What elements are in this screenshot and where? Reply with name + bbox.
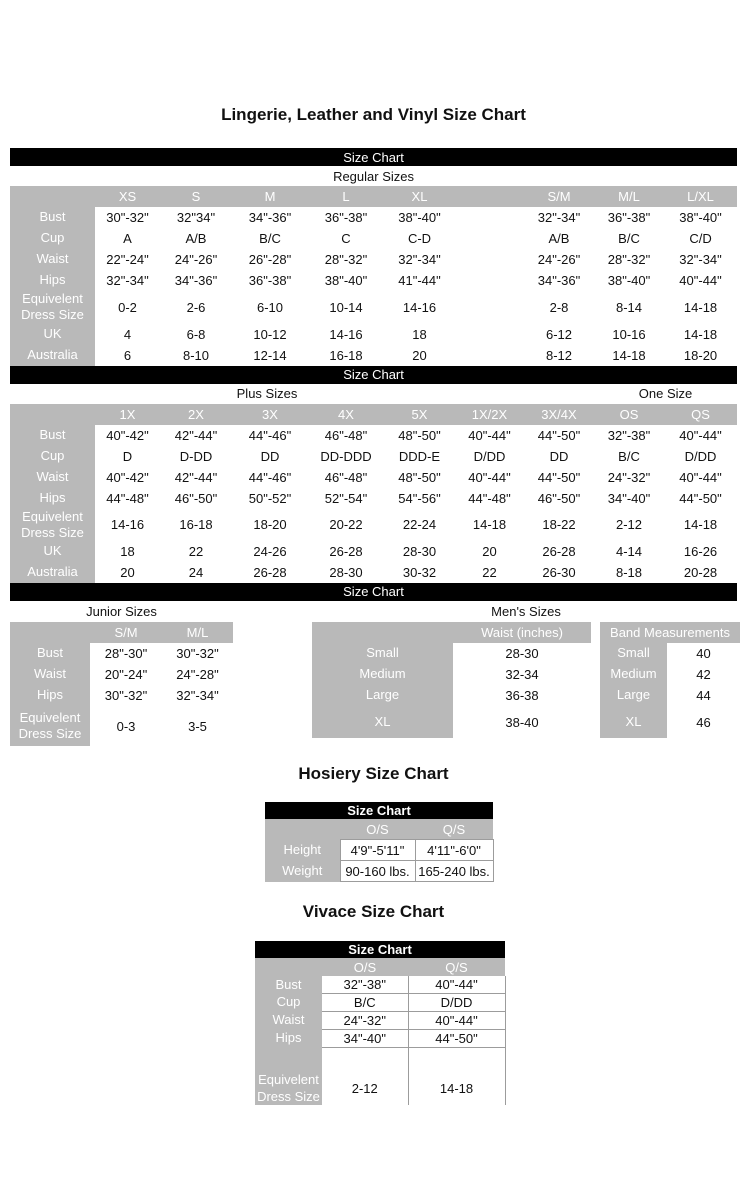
junior-sizes-block xyxy=(10,601,233,746)
table-row xyxy=(312,664,591,685)
data-cell: 38"-40" xyxy=(308,270,384,291)
table-row xyxy=(265,840,493,861)
data-cell: 46 xyxy=(667,706,740,738)
data-cell: 0-2 xyxy=(95,291,160,324)
data-cell: D/DD xyxy=(455,446,524,467)
size-chart-bar: Size Chart xyxy=(265,802,493,819)
data-cell: 34"-36" xyxy=(524,270,594,291)
data-cell: 34"-36" xyxy=(160,270,232,291)
table-row xyxy=(10,324,737,345)
data-cell: 32"-34" xyxy=(664,249,737,270)
data-cell: 4 xyxy=(95,324,160,345)
bar-row xyxy=(10,148,737,166)
table-row xyxy=(600,706,740,738)
column-header-row xyxy=(600,622,740,643)
row-label-cell: XL xyxy=(312,706,453,738)
table-row xyxy=(10,270,737,291)
regular-sizes-table xyxy=(10,148,737,366)
data-cell: B/C xyxy=(232,228,308,249)
bar-row xyxy=(265,802,493,819)
data-cell xyxy=(455,228,524,249)
row-label-cell: Australia xyxy=(10,345,95,366)
row-label-cell: Australia xyxy=(10,562,95,583)
data-cell: 41"-44" xyxy=(384,270,455,291)
row-label-cell: Medium xyxy=(312,664,453,685)
row-label-cell: Waist xyxy=(10,249,95,270)
data-cell: 16-18 xyxy=(308,345,384,366)
data-cell: DD-DDD xyxy=(308,446,384,467)
data-cell: 22-24 xyxy=(384,509,455,542)
bar-row xyxy=(10,366,737,384)
data-cell: 44"-46" xyxy=(232,467,308,488)
table-row xyxy=(600,685,740,706)
table-row xyxy=(10,467,737,488)
row-label-cell: Waist xyxy=(10,664,90,685)
table-row xyxy=(600,643,740,664)
data-cell: 26-28 xyxy=(232,562,308,583)
column-header-row xyxy=(10,622,233,643)
data-cell: 34"-40" xyxy=(594,488,664,509)
data-cell: 36-38 xyxy=(453,685,591,706)
row-label-cell: XL xyxy=(600,706,667,738)
data-cell: 44"-50" xyxy=(664,488,737,509)
row-label-cell: Medium xyxy=(600,664,667,685)
size-chart-bar: Size Chart xyxy=(255,941,505,958)
data-cell xyxy=(408,1048,505,1073)
row-label-cell: Small xyxy=(312,643,453,664)
data-cell: 42"-44" xyxy=(160,425,232,446)
row-label-cell: Small xyxy=(600,643,667,664)
data-cell: DD xyxy=(524,446,594,467)
data-cell: 32"34" xyxy=(160,207,232,228)
data-cell: 36"-38" xyxy=(308,207,384,228)
row-label-cell: Large xyxy=(312,685,453,706)
row-label-cell: Height xyxy=(265,840,340,861)
data-cell: B/C xyxy=(594,446,664,467)
data-cell: 24"-32" xyxy=(594,467,664,488)
data-cell: 40"-44" xyxy=(664,467,737,488)
data-cell: 26-28 xyxy=(524,541,594,562)
row-label-cell: Cup xyxy=(10,446,95,467)
data-cell: 24"-26" xyxy=(524,249,594,270)
data-cell: 8-12 xyxy=(524,345,594,366)
corner-cell xyxy=(10,622,90,643)
data-cell: 38-40 xyxy=(453,706,591,738)
data-cell: 22 xyxy=(455,562,524,583)
data-cell xyxy=(455,324,524,345)
row-label-cell: Equivelent Dress Size xyxy=(10,291,95,324)
corner-cell xyxy=(10,186,95,207)
data-cell: 14-18 xyxy=(594,345,664,366)
data-cell: A/B xyxy=(160,228,232,249)
corner-cell xyxy=(265,819,340,840)
data-cell: 12-14 xyxy=(232,345,308,366)
row-label-cell: Large xyxy=(600,685,667,706)
corner-cell xyxy=(312,622,453,643)
data-cell: 46"-48" xyxy=(308,467,384,488)
column-header-cell: 3X xyxy=(232,404,308,425)
data-cell: 42 xyxy=(667,664,740,685)
data-cell: 90-160 lbs. xyxy=(340,861,415,882)
data-cell: 28-30 xyxy=(384,541,455,562)
table-row xyxy=(10,425,737,446)
data-cell: 2-6 xyxy=(160,291,232,324)
data-cell: 8-10 xyxy=(160,345,232,366)
column-header-row xyxy=(10,404,737,425)
table-row xyxy=(255,994,505,1012)
row-label-cell: Bust xyxy=(255,976,322,994)
size-chart-bar: Size Chart xyxy=(10,583,737,601)
data-cell xyxy=(455,291,524,324)
column-header-cell: Waist (inches) xyxy=(453,622,591,643)
junior-mens-section xyxy=(10,601,737,746)
data-cell: 46"-50" xyxy=(524,488,594,509)
data-cell: 44"-50" xyxy=(524,425,594,446)
junior-sizes-title: Junior Sizes xyxy=(86,604,157,619)
column-header-cell: 5X xyxy=(384,404,455,425)
data-cell: DD xyxy=(232,446,308,467)
row-label-cell: Equivelent Dress Size xyxy=(10,509,95,542)
data-cell: 34"-36" xyxy=(232,207,308,228)
data-cell: 2-12 xyxy=(594,509,664,542)
column-header-cell: S/M xyxy=(524,186,594,207)
data-cell: D xyxy=(95,446,160,467)
mens-tables xyxy=(312,622,740,738)
subtitle-row xyxy=(10,384,737,404)
data-cell: 6-12 xyxy=(524,324,594,345)
data-cell: 20 xyxy=(384,345,455,366)
size-chart-bar: Size Chart xyxy=(10,148,737,166)
data-cell: 22"-24" xyxy=(95,249,160,270)
row-label-cell: Bust xyxy=(10,207,95,228)
corner-cell xyxy=(10,404,95,425)
column-header-cell: S xyxy=(160,186,232,207)
data-cell: 8-14 xyxy=(594,291,664,324)
mens-sizes-block xyxy=(312,601,740,738)
table-row xyxy=(265,861,493,882)
data-cell: 40"-42" xyxy=(95,467,160,488)
data-cell: 32"-34" xyxy=(524,207,594,228)
data-cell: 20-22 xyxy=(308,509,384,542)
data-cell xyxy=(322,1048,408,1073)
data-cell: 50"-52" xyxy=(232,488,308,509)
data-cell: 40"-44" xyxy=(408,1012,505,1030)
table-row xyxy=(312,706,591,738)
table-row xyxy=(255,976,505,994)
data-cell: 20-28 xyxy=(664,562,737,583)
data-cell: 38"-40" xyxy=(664,207,737,228)
table-row xyxy=(10,345,737,366)
data-cell: 32"-34" xyxy=(162,685,233,706)
row-label-cell: Weight xyxy=(265,861,340,882)
row-label-cell xyxy=(255,1048,322,1073)
row-label-cell: Hips xyxy=(10,270,95,291)
regular-sizes-label: Regular Sizes xyxy=(10,166,737,186)
data-cell: 4'9"-5'11" xyxy=(340,840,415,861)
data-cell: 6-8 xyxy=(160,324,232,345)
table-row xyxy=(10,685,233,706)
row-label-cell: Bust xyxy=(10,425,95,446)
data-cell: 54"-56" xyxy=(384,488,455,509)
data-cell: 30-32 xyxy=(384,562,455,583)
data-cell: 2-12 xyxy=(322,1072,408,1105)
data-cell: 22 xyxy=(160,541,232,562)
data-cell: 42"-44" xyxy=(160,467,232,488)
data-cell: 40"-44" xyxy=(664,425,737,446)
junior-sizes-table xyxy=(10,622,233,746)
data-cell: 40"-44" xyxy=(455,425,524,446)
data-cell: 30"-32" xyxy=(95,207,160,228)
hosiery-title: Hosiery Size Chart xyxy=(298,764,449,783)
mens-band-table xyxy=(600,622,740,738)
data-cell: 8-18 xyxy=(594,562,664,583)
data-cell: 28-30 xyxy=(308,562,384,583)
data-cell: 16-18 xyxy=(160,509,232,542)
data-cell: 14-18 xyxy=(664,291,737,324)
column-header-row xyxy=(265,819,493,840)
data-cell: 40"-44" xyxy=(408,976,505,994)
data-cell: 30"-32" xyxy=(162,643,233,664)
data-cell: 24"-28" xyxy=(162,664,233,685)
column-header-cell: S/M xyxy=(90,622,162,643)
column-header-cell: 4X xyxy=(308,404,384,425)
data-cell: 40"-44" xyxy=(664,270,737,291)
data-cell xyxy=(455,207,524,228)
data-cell: 48"-50" xyxy=(384,425,455,446)
data-cell: 44"-50" xyxy=(408,1030,505,1048)
data-cell: 14-18 xyxy=(408,1072,505,1105)
table-row xyxy=(10,249,737,270)
data-cell: 44"-46" xyxy=(232,425,308,446)
one-size-label: One Size xyxy=(594,384,737,404)
column-header-cell: M/L xyxy=(162,622,233,643)
data-cell: 4-14 xyxy=(594,541,664,562)
data-cell: 26-28 xyxy=(308,541,384,562)
data-cell: 44"-50" xyxy=(524,467,594,488)
column-header-cell xyxy=(455,186,524,207)
data-cell: 38"-40" xyxy=(594,270,664,291)
spacer-row xyxy=(255,1048,505,1073)
size-chart-bar: Size Chart xyxy=(10,366,737,384)
data-cell: 28"-30" xyxy=(90,643,162,664)
data-cell: 34"-40" xyxy=(322,1030,408,1048)
data-cell: 4'11"-6'0" xyxy=(415,840,493,861)
data-cell: 36"-38" xyxy=(594,207,664,228)
data-cell: D-DD xyxy=(160,446,232,467)
data-cell: A xyxy=(95,228,160,249)
vivace-title: Vivace Size Chart xyxy=(302,902,445,921)
data-cell: 28"-32" xyxy=(308,249,384,270)
row-label-cell: UK xyxy=(10,324,95,345)
column-header-cell: L/XL xyxy=(664,186,737,207)
mens-sizes-title: Men's Sizes xyxy=(491,604,561,619)
column-header-row xyxy=(255,958,505,976)
data-cell: 32"-38" xyxy=(322,976,408,994)
table-row xyxy=(10,706,233,746)
column-header-cell: O/S xyxy=(340,819,415,840)
data-cell: 38"-40" xyxy=(384,207,455,228)
data-cell: 28"-32" xyxy=(594,249,664,270)
tables-container xyxy=(10,148,737,746)
table-row xyxy=(600,664,740,685)
table-row xyxy=(255,1072,505,1105)
column-header-cell: L xyxy=(308,186,384,207)
data-cell: 32"-34" xyxy=(384,249,455,270)
data-cell: 18 xyxy=(384,324,455,345)
data-cell: 14-18 xyxy=(455,509,524,542)
data-cell: 26"-28" xyxy=(232,249,308,270)
data-cell: 44"-48" xyxy=(455,488,524,509)
mens-waist-table xyxy=(312,622,591,738)
data-cell xyxy=(455,270,524,291)
data-cell: 24"-26" xyxy=(160,249,232,270)
data-cell xyxy=(455,249,524,270)
data-cell: 14-18 xyxy=(664,509,737,542)
column-header-cell: M xyxy=(232,186,308,207)
data-cell: 10-12 xyxy=(232,324,308,345)
data-cell: 24"-32" xyxy=(322,1012,408,1030)
column-header-cell: 3X/4X xyxy=(524,404,594,425)
data-cell xyxy=(455,345,524,366)
data-cell: 28-30 xyxy=(453,643,591,664)
data-cell: C xyxy=(308,228,384,249)
data-cell: 18-22 xyxy=(524,509,594,542)
data-cell: 16-26 xyxy=(664,541,737,562)
column-header-row xyxy=(312,622,591,643)
data-cell: C-D xyxy=(384,228,455,249)
data-cell: 24-26 xyxy=(232,541,308,562)
subtitle-gap xyxy=(524,384,594,404)
column-header-cell: 1X/2X xyxy=(455,404,524,425)
subtitle-row xyxy=(10,166,737,186)
plus-sizes-table xyxy=(10,366,737,584)
corner-cell xyxy=(255,958,322,976)
table-row xyxy=(255,1012,505,1030)
table-row xyxy=(10,562,737,583)
data-cell: 10-14 xyxy=(308,291,384,324)
data-cell: 0-3 xyxy=(90,706,162,746)
data-cell: 36"-38" xyxy=(232,270,308,291)
data-cell: 20 xyxy=(95,562,160,583)
data-cell: 20"-24" xyxy=(90,664,162,685)
data-cell: 6 xyxy=(95,345,160,366)
table-row xyxy=(10,207,737,228)
data-cell: 32"-38" xyxy=(594,425,664,446)
data-cell: 26-30 xyxy=(524,562,594,583)
data-cell: 18 xyxy=(95,541,160,562)
column-header-cell: O/S xyxy=(322,958,408,976)
column-header-cell: 2X xyxy=(160,404,232,425)
data-cell: 40"-42" xyxy=(95,425,160,446)
row-label-cell: Cup xyxy=(255,994,322,1012)
data-cell: 46"-50" xyxy=(160,488,232,509)
row-label-cell: Hips xyxy=(10,685,90,706)
data-cell: 44 xyxy=(667,685,740,706)
data-cell: 20 xyxy=(455,541,524,562)
column-header-row xyxy=(10,186,737,207)
data-cell: B/C xyxy=(594,228,664,249)
table-row xyxy=(10,541,737,562)
data-cell: 14-16 xyxy=(308,324,384,345)
data-cell: 14-18 xyxy=(664,324,737,345)
data-cell: 14-16 xyxy=(384,291,455,324)
data-cell: C/D xyxy=(664,228,737,249)
column-header-cell: Band Measurements xyxy=(600,622,740,643)
data-cell: 18-20 xyxy=(232,509,308,542)
table-row xyxy=(10,291,737,324)
row-label-cell: Equivelent Dress Size xyxy=(255,1072,322,1105)
column-header-cell: XL xyxy=(384,186,455,207)
table-row xyxy=(255,1030,505,1048)
table-row xyxy=(10,664,233,685)
hosiery-table xyxy=(265,802,494,882)
data-cell: 165-240 lbs. xyxy=(415,861,493,882)
data-cell: 46"-48" xyxy=(308,425,384,446)
table-row xyxy=(10,446,737,467)
column-header-cell: Q/S xyxy=(408,958,505,976)
vivace-table xyxy=(255,941,506,1105)
data-cell: 40 xyxy=(667,643,740,664)
table-row xyxy=(10,509,737,542)
column-header-cell: Q/S xyxy=(415,819,493,840)
data-cell: 32"-34" xyxy=(95,270,160,291)
table-row xyxy=(10,228,737,249)
data-cell: B/C xyxy=(322,994,408,1012)
row-label-cell: Waist xyxy=(10,467,95,488)
data-cell: DDD-E xyxy=(384,446,455,467)
data-cell: 3-5 xyxy=(162,706,233,746)
column-header-cell: QS xyxy=(664,404,737,425)
data-cell: 10-16 xyxy=(594,324,664,345)
data-cell: 52"-54" xyxy=(308,488,384,509)
table-row xyxy=(10,643,233,664)
row-label-cell: Hips xyxy=(10,488,95,509)
page-title: Lingerie, Leather and Vinyl Size Chart xyxy=(221,105,526,124)
table-row xyxy=(312,643,591,664)
data-cell: 14-16 xyxy=(95,509,160,542)
bar-row xyxy=(255,941,505,958)
column-header-cell: M/L xyxy=(594,186,664,207)
table-row xyxy=(10,488,737,509)
data-cell: D/DD xyxy=(408,994,505,1012)
table-row xyxy=(312,685,591,706)
data-cell: 48"-50" xyxy=(384,467,455,488)
row-label-cell: Equivelent Dress Size xyxy=(10,706,90,746)
column-header-cell: 1X xyxy=(95,404,160,425)
column-header-cell: XS xyxy=(95,186,160,207)
data-cell: A/B xyxy=(524,228,594,249)
plus-sizes-label: Plus Sizes xyxy=(10,384,524,404)
data-cell: 40"-44" xyxy=(455,467,524,488)
column-header-cell: OS xyxy=(594,404,664,425)
data-cell: 6-10 xyxy=(232,291,308,324)
row-label-cell: Waist xyxy=(255,1012,322,1030)
data-cell: D/DD xyxy=(664,446,737,467)
data-cell: 44"-48" xyxy=(95,488,160,509)
row-label-cell: Cup xyxy=(10,228,95,249)
data-cell: 18-20 xyxy=(664,345,737,366)
data-cell: 32-34 xyxy=(453,664,591,685)
row-label-cell: Hips xyxy=(255,1030,322,1048)
data-cell: 24 xyxy=(160,562,232,583)
data-cell: 30"-32" xyxy=(90,685,162,706)
row-label-cell: Bust xyxy=(10,643,90,664)
data-cell: 2-8 xyxy=(524,291,594,324)
row-label-cell: UK xyxy=(10,541,95,562)
